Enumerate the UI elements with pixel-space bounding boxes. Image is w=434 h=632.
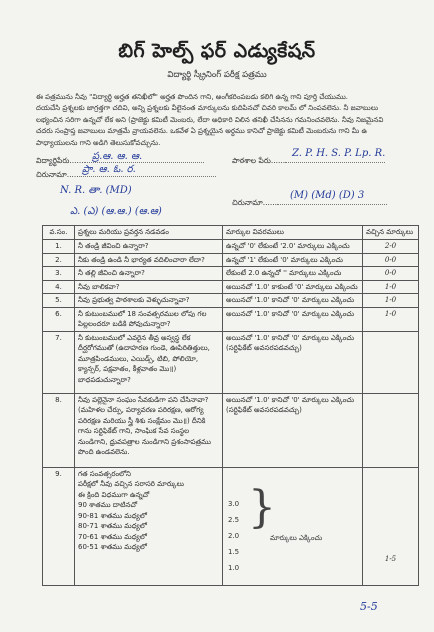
row-marks-obtained[interactable]: 2-0: [363, 240, 419, 254]
grade-line: పరీక్షలో నీవు వచ్చిన సరాసరి మార్కులు: [78, 480, 184, 488]
table-header-row: [43, 226, 419, 240]
form-subtitle: విద్యార్థి స్క్రీనింగ్ పరీక్ష పత్రము: [167, 70, 267, 80]
grade-line: 90-81 శాతము మధ్యలో: [78, 511, 147, 520]
brace-glyph: }: [248, 481, 276, 533]
scale-value: 2.5: [228, 515, 240, 524]
row-marks-obtained[interactable]: 1-0: [363, 307, 419, 331]
form-title: బిగ్ హెల్ప్ ఫర్ ఎడ్యుకేషన్: [118, 40, 316, 62]
row-number: 8.: [43, 393, 75, 467]
row-marks-obtained[interactable]: 0-0: [363, 267, 419, 281]
row-question: నీ కుటుంబములో ఎవరైన తీవ్ర అస్వస్థ లేక దీర్ఘరోగముతో (ఉదాహరణ గుండె, ఊపిరితిత్తులు, మూత్రపిండములు, ఎయిడ్స్, టిబి, పోలియో, క్యాన్సర్, పక్షవాతం, కీళ్లవాతం మొ॥) బాధపడుచున్నారా?: [75, 331, 223, 393]
row-number: 7.: [43, 331, 75, 393]
row-question: నీకు తండ్రి ఉండి నీ భార్యత వదిలించారా లేదా?: [75, 253, 223, 267]
student-name-label: విద్యార్థిపేరు: [36, 156, 70, 165]
row-number: 6.: [43, 307, 75, 331]
row-number: 3.: [43, 267, 75, 281]
row-number: 1.: [43, 240, 75, 254]
table-row: [43, 467, 419, 585]
school-name-handwriting: Z. P. H. S. P. Lp. R.: [292, 148, 386, 159]
header-question: ప్రశ్నలు మరియు ప్రవర్తన నడవడం: [75, 226, 223, 240]
screening-table: [42, 225, 419, 586]
grade-line: 90 శాతము దాటినచో: [78, 501, 138, 509]
row-marks-obtained[interactable]: 1-0: [363, 280, 419, 294]
address-handwriting-line1: ప్రా. ఆ. ఓ. ర.: [82, 164, 136, 175]
page-number-handwriting: 5-5: [360, 600, 378, 613]
row-marks-detail: అయినచో '1.0' కాకుంటే '0' మార్కులు ఎక్కించు: [223, 280, 363, 294]
row-marks-detail: అయినచో '1.0' కానిచో '0' మార్కులు ఎక్కించు: [223, 307, 363, 331]
address-field[interactable]: చిరునామా......: [36, 168, 216, 181]
scale-value: 3.0: [228, 499, 240, 508]
row-number: 2.: [43, 253, 75, 267]
row-question: నీవు ప్రభుత్వ పాఠశాలకు వెళ్ళుచున్నావా?: [75, 294, 223, 308]
row-marks-detail: అయినచో '1.0' కానిచో '0' మార్కులు ఎక్కించు (సర్టిఫికేట్ అవసరపడవచ్చు): [223, 393, 363, 467]
grade-line: 60-51 శాతము మధ్యలో: [78, 543, 147, 551]
grade-line: 70-61 శాతము మధ్యలో: [78, 532, 147, 541]
address-handwriting-line2: N. R. తా. (MD): [60, 185, 132, 196]
table-row: [43, 331, 419, 393]
instruction-line: దయచేసి ప్రశ్నలకు జాగ్రత్తగా చదివి, అన్ని ప్రశ్నలకు వీలైనంత మార్కులను కుదిపినచో చివరి కాలమ్ లో నింపవలెను. నీ జవాబులు: [36, 104, 379, 113]
row-marks-scale: [223, 467, 363, 585]
table-row: [43, 280, 419, 294]
instruction-line: పాధ్యాయులను గాని అడిగి తెలుసుకోవచ్చును.: [36, 138, 161, 147]
header-marks-obtained: వచ్చిన మార్కులు: [363, 226, 419, 240]
table-row: [43, 307, 419, 331]
table-row: [43, 253, 419, 267]
grade-line: గత సంవత్సరంలోని: [78, 469, 131, 478]
grade-line: ఈ క్రింది విధముగా ఉన్నచో: [78, 490, 150, 499]
grade-marks-value: 1-5: [384, 555, 397, 563]
instruction-line: చదరు సంప్రాప్త జవాబులు మాత్రమే వ్రాయవలెను. ఒకవేళ ఏ ప్రశ్నయైన అర్థము కానిచో ప్రాజెక్టు కమిటీ మెంబరును గాని మీ ఉ: [36, 127, 368, 136]
scale-marks-note: మార్కులు ఎక్కించు: [270, 533, 323, 542]
row-marks-obtained[interactable]: [363, 331, 419, 393]
school-name-label: పాఠశాల పేరు: [232, 156, 271, 165]
row-marks-obtained[interactable]: 0-0: [363, 253, 419, 267]
row-marks-detail: ఉన్నచో '1' లేకుంటే '0' మార్కులు ఎక్కించు: [223, 253, 363, 267]
table-row: [43, 240, 419, 254]
scale-value: 1.5: [228, 547, 240, 556]
grade-line: 80-71 శాతము మధ్యలో: [78, 522, 147, 530]
row-marks-detail: అయినచో '1.0' కానిచో '0' మార్కులు ఎక్కించు (సర్టిఫికేట్ అవసరపడవచ్చు): [223, 331, 363, 393]
address-label: చిరునామా: [36, 170, 67, 179]
row-marks-obtained[interactable]: [363, 467, 419, 585]
school-address-field[interactable]: చిరునామా......: [232, 196, 387, 209]
header-serial: వ.సం.: [43, 226, 75, 240]
instructions-paragraph: [36, 92, 401, 149]
row-question: నీవు పల్లెనైనా సంఘం సేవకుడిగా పని చేసినావా? (మహిళల చేర్పు, పర్యావరణ పరిరక్షణ, ఆరోగ్య పరిరక్షణ మరియు స్త్రీ శిశు సంక్షేమం మొ॥) దీనికి గాను సర్టిఫికేట్ గాని, సాంఘిక సేవ సంస్థల నుండిగాని, ధ్రువపత్రాల నుండిగాని ప్రశంసాపత్రము పొంది ఉండవలెను.: [75, 393, 223, 467]
school-name-field[interactable]: పాఠశాల పేరు......: [232, 154, 385, 167]
row-question-grade-scale: [75, 467, 223, 585]
row-question: నీ తండ్రి జీవించి ఉన్నారా?: [75, 240, 223, 254]
school-address-handwriting: (M) (Md) (D) 3: [290, 190, 365, 201]
row-number: 5.: [43, 294, 75, 308]
row-marks-detail: లేకుంటే 2.0 ఉన్నచో '' మార్కులు ఎక్కించు: [223, 267, 363, 281]
table-row: [43, 267, 419, 281]
scale-value: 1.0: [228, 563, 240, 572]
row-question: నీ తల్లి జీవించి ఉన్నారా?: [75, 267, 223, 281]
row-marks-detail: ఉన్నచో '0' లేకుంటే '2.0' మార్కులు ఎక్కించు: [223, 240, 363, 254]
row-number: 4.: [43, 280, 75, 294]
row-question: నీ కుటుంబములో 18 సంవత్సరముల లోపు గల పిల్లలందరూ బడికి పోవుచున్నారా?: [75, 307, 223, 331]
row-marks-detail: అయినచో '1.0' కానిచో '0' మార్కులు ఎక్కించు: [223, 294, 363, 308]
header-marks-detail: మార్కుల వివరములు: [223, 226, 363, 240]
row-marks-obtained[interactable]: 1-0: [363, 294, 419, 308]
table-row: [43, 393, 419, 467]
address-handwriting-line3: ఎ. (ఎ) (ఆ.ఆ.) (ఆ.ఆ): [70, 206, 162, 217]
student-name-field[interactable]: విద్యార్థిపేరు......: [36, 154, 204, 167]
instruction-line: ఈ పత్రమును నీవు "విద్యార్థి అర్హత తనిఖీలో" అర్హత పొందిన గాని, అంగీకరింపబడు కలిగి ఉన్న గాని పూర్తి చేయుము.: [36, 93, 349, 101]
student-name-handwriting: ప్ర.ఆ. ఆ. ఆ.: [92, 151, 143, 162]
instruction-line: లభ్యంచిన సరిగా ఉన్నచో లేక అని (ప్రాజెక్టు కమిటీ మెంబరు, లేదా అధికారి విలిన తనిఖీ చేసినను గమనించవలెను. నీవు నిజమైనవి: [36, 115, 384, 124]
row-question: నీవు బాలికవా?: [75, 280, 223, 294]
scale-value: 2.0: [228, 531, 240, 540]
row-marks-obtained[interactable]: [363, 393, 419, 467]
row-number: 9.: [43, 467, 75, 585]
school-address-label: చిరునామా: [232, 198, 263, 207]
table-row: [43, 294, 419, 308]
